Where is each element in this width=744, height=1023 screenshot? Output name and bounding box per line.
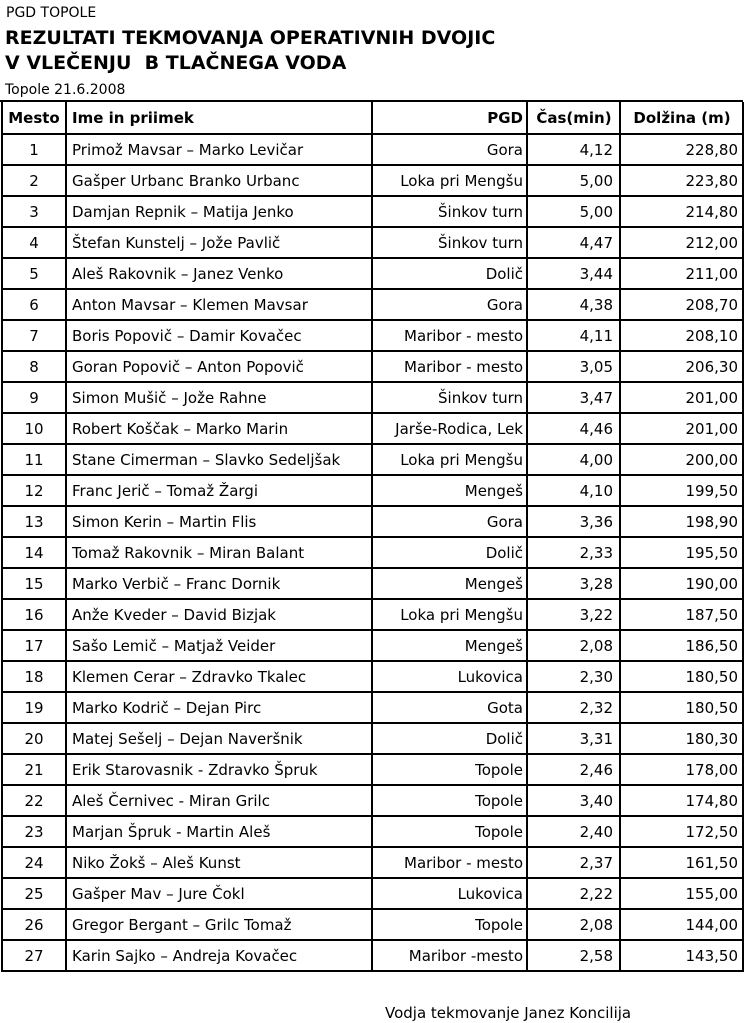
cell-rank: 10 [2,413,66,444]
column-header-pgd: PGD [372,102,527,134]
table-row [2,878,743,909]
cell-rank: 8 [2,351,66,382]
cell-pgd: Šinkov turn [372,382,527,413]
cell-rank: 25 [2,878,66,909]
cell-pgd: Maribor -mesto [372,940,527,971]
cell-pgd: Mengeš [372,630,527,661]
cell-name: Robert Koščak – Marko Marin [66,413,372,444]
table-header-row [2,102,743,134]
table-row [2,258,743,289]
cell-length: 198,90 [620,506,743,537]
page-title-line2: V VLEČENJU B TLAČNEGA VODA [5,52,347,74]
cell-time: 2,46 [527,754,620,785]
cell-name: Franc Jerič – Tomaž Žargi [66,475,372,506]
cell-length: 200,00 [620,444,743,475]
table-row [2,785,743,816]
cell-length: 195,50 [620,537,743,568]
cell-rank: 20 [2,723,66,754]
cell-rank: 14 [2,537,66,568]
table-row [2,413,743,444]
cell-name: Primož Mavsar – Marko Levičar [66,134,372,165]
cell-pgd: Topole [372,816,527,847]
cell-length: 143,50 [620,940,743,971]
column-header-length: Dolžina (m) [620,102,743,134]
cell-pgd: Lukovica [372,878,527,909]
cell-rank: 9 [2,382,66,413]
cell-time: 2,33 [527,537,620,568]
results-table [1,102,744,972]
event-location-date: Topole 21.6.2008 [0,76,743,102]
cell-name: Simon Mušič – Jože Rahne [66,382,372,413]
table-row [2,692,743,723]
cell-name: Stane Cimerman – Slavko Sedeljšak [66,444,372,475]
cell-name: Damjan Repnik – Matija Jenko [66,196,372,227]
cell-name: Anton Mavsar – Klemen Mavsar [66,289,372,320]
cell-rank: 11 [2,444,66,475]
cell-length: 208,70 [620,289,743,320]
cell-rank: 19 [2,692,66,723]
cell-time: 4,46 [527,413,620,444]
cell-pgd: Maribor - mesto [372,351,527,382]
cell-time: 2,08 [527,909,620,940]
cell-time: 4,00 [527,444,620,475]
cell-name: Tomaž Rakovnik – Miran Balant [66,537,372,568]
cell-time: 2,58 [527,940,620,971]
cell-pgd: Gora [372,134,527,165]
cell-length: 180,50 [620,692,743,723]
organization-name: PGD TOPOLE [6,5,97,21]
cell-length: 212,00 [620,227,743,258]
cell-pgd: Dolič [372,537,527,568]
column-header-name: Ime in priimek [66,102,372,134]
cell-pgd: Maribor - mesto [372,847,527,878]
cell-pgd: Mengeš [372,475,527,506]
cell-rank: 13 [2,506,66,537]
table-row [2,940,743,971]
cell-length: 186,50 [620,630,743,661]
cell-name: Aleš Rakovnik – Janez Venko [66,258,372,289]
cell-length: 155,00 [620,878,743,909]
table-row [2,754,743,785]
cell-pgd: Loka pri Mengšu [372,599,527,630]
cell-pgd: Šinkov turn [372,196,527,227]
table-row [2,444,743,475]
cell-rank: 3 [2,196,66,227]
table-row [2,351,743,382]
cell-length: 172,50 [620,816,743,847]
cell-time: 2,37 [527,847,620,878]
page-title-line1: REZULTATI TEKMOVANJA OPERATIVNIH DVOJIC [5,27,496,49]
cell-length: 180,50 [620,661,743,692]
table-row [2,816,743,847]
table-row [2,599,743,630]
cell-pgd: Dolič [372,258,527,289]
table-row [2,661,743,692]
cell-length: 199,50 [620,475,743,506]
cell-length: 206,30 [620,351,743,382]
table-row [2,227,743,258]
cell-length: 211,00 [620,258,743,289]
cell-pgd: Gora [372,289,527,320]
cell-time: 3,28 [527,568,620,599]
cell-rank: 12 [2,475,66,506]
cell-time: 4,10 [527,475,620,506]
cell-rank: 24 [2,847,66,878]
cell-length: 180,30 [620,723,743,754]
cell-length: 228,80 [620,134,743,165]
cell-name: Niko Žokš – Aleš Kunst [66,847,372,878]
cell-length: 178,00 [620,754,743,785]
cell-pgd: Gora [372,506,527,537]
cell-pgd: Maribor - mesto [372,320,527,351]
cell-name: Marjan Špruk - Martin Aleš [66,816,372,847]
cell-pgd: Loka pri Mengšu [372,165,527,196]
cell-rank: 1 [2,134,66,165]
cell-pgd: Loka pri Mengšu [372,444,527,475]
cell-pgd: Topole [372,909,527,940]
table-row [2,289,743,320]
cell-length: 214,80 [620,196,743,227]
cell-rank: 27 [2,940,66,971]
column-header-time: Čas(min) [527,102,620,134]
table-row [2,847,743,878]
cell-name: Klemen Cerar – Zdravko Tkalec [66,661,372,692]
cell-rank: 2 [2,165,66,196]
cell-length: 174,80 [620,785,743,816]
cell-time: 3,36 [527,506,620,537]
cell-name: Simon Kerin – Martin Flis [66,506,372,537]
cell-name: Marko Verbič – Franc Dornik [66,568,372,599]
cell-length: 201,00 [620,382,743,413]
cell-time: 2,40 [527,816,620,847]
cell-time: 3,22 [527,599,620,630]
cell-time: 3,31 [527,723,620,754]
cell-rank: 4 [2,227,66,258]
cell-name: Karin Sajko – Andreja Kovačec [66,940,372,971]
table-row [2,568,743,599]
cell-rank: 21 [2,754,66,785]
column-header-mesto: Mesto [2,102,66,134]
cell-time: 3,40 [527,785,620,816]
cell-time: 3,44 [527,258,620,289]
cell-name: Erik Starovasnik - Zdravko Špruk [66,754,372,785]
table-row [2,165,743,196]
cell-time: 2,22 [527,878,620,909]
cell-pgd: Lukovica [372,661,527,692]
cell-name: Štefan Kunstelj – Jože Pavlič [66,227,372,258]
table-row [2,382,743,413]
cell-length: 187,50 [620,599,743,630]
table-row [2,196,743,227]
cell-pgd: Gota [372,692,527,723]
table-row [2,475,743,506]
cell-name: Anže Kveder – David Bizjak [66,599,372,630]
cell-name: Marko Kodrič – Dejan Pirc [66,692,372,723]
cell-length: 208,10 [620,320,743,351]
cell-time: 3,47 [527,382,620,413]
cell-rank: 5 [2,258,66,289]
cell-pgd: Jarše-Rodica, Lek [372,413,527,444]
cell-rank: 18 [2,661,66,692]
cell-pgd: Šinkov turn [372,227,527,258]
cell-time: 4,47 [527,227,620,258]
cell-time: 5,00 [527,165,620,196]
cell-length: 201,00 [620,413,743,444]
cell-rank: 6 [2,289,66,320]
cell-time: 4,11 [527,320,620,351]
cell-pgd: Topole [372,785,527,816]
cell-time: 4,38 [527,289,620,320]
cell-time: 2,08 [527,630,620,661]
cell-rank: 15 [2,568,66,599]
cell-rank: 22 [2,785,66,816]
cell-rank: 26 [2,909,66,940]
cell-name: Gašper Mav – Jure Čokl [66,878,372,909]
cell-pgd: Dolič [372,723,527,754]
cell-name: Gašper Urbanc Branko Urbanc [66,165,372,196]
cell-length: 190,00 [620,568,743,599]
cell-rank: 17 [2,630,66,661]
table-row [2,537,743,568]
cell-length: 144,00 [620,909,743,940]
cell-time: 3,05 [527,351,620,382]
table-row [2,134,743,165]
table-row [2,506,743,537]
cell-time: 4,12 [527,134,620,165]
cell-rank: 16 [2,599,66,630]
table-row [2,320,743,351]
cell-rank: 23 [2,816,66,847]
cell-length: 223,80 [620,165,743,196]
cell-pgd: Topole [372,754,527,785]
results-tbody [2,134,743,971]
cell-name: Gregor Bergant – Grilc Tomaž [66,909,372,940]
cell-time: 2,30 [527,661,620,692]
cell-name: Aleš Černivec - Miran Grilc [66,785,372,816]
cell-name: Boris Popovič – Damir Kovačec [66,320,372,351]
footer-signature: Vodja tekmovanje Janez Koncilija [385,1004,632,1022]
cell-rank: 7 [2,320,66,351]
cell-name: Sašo Lemič – Matjaž Veider [66,630,372,661]
cell-name: Goran Popovič – Anton Popovič [66,351,372,382]
table-row [2,630,743,661]
cell-length: 161,50 [620,847,743,878]
cell-time: 5,00 [527,196,620,227]
cell-pgd: Mengeš [372,568,527,599]
table-row [2,909,743,940]
cell-time: 2,32 [527,692,620,723]
table-row [2,723,743,754]
cell-name: Matej Sešelj – Dejan Naveršnik [66,723,372,754]
